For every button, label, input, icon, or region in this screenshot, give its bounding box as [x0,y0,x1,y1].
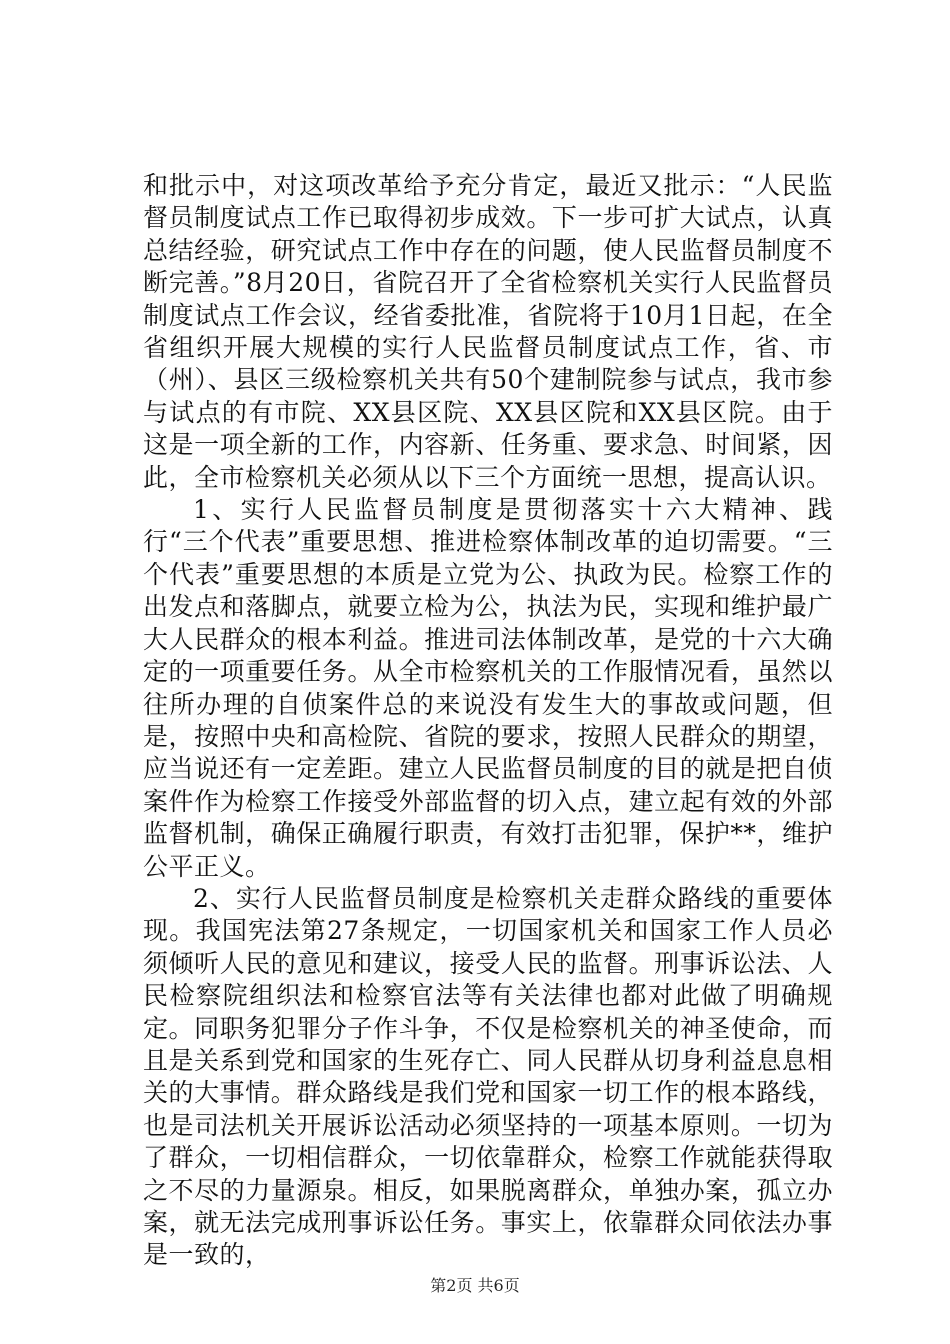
document-body [143,170,833,1272]
page-number-footer: 第2页 共6页 [430,1276,520,1295]
paragraph-point-1: 1、实行人民监督员制度是贯彻落实十六大精神、践行“三个代表”重要思想、推进检察体制改革的迫切需要。“三个代表”重要思想的本质是立党为公、执政为民。检察工作的出发点和落脚点，就要立检为公，执法为民，实现和维护最广大人民群众的根本利益。推进司法体制改革，是党的十六大确定的一项重要任务。从全市检察机关的工作服情况看，虽然以往所办理的自侦案件总的来说没有发生大的事故或问题，但是，按照中央和高检院、省院的要求，按照人民群众的期望，应当说还有一定差距。建立人民监督员制度的目的就是把自侦案件作为检察工作接受外部监督的切入点，建立起有效的外部监督机制，确保正确履行职责，有效打击犯罪，保护**，维护公平正义。 [143,495,833,881]
paragraph-point-2: 2、实行人民监督员制度是检察机关走群众路线的重要体现。我国宪法第27条规定，一切国家机关和国家工作人员必须倾听人民的意见和建议，接受人民的监督。刑事诉讼法、人民检察院组织法和检察官法等有关法律也都对此做了明确规定。同职务犯罪分子作斗争，不仅是检察机关的神圣使命，而且是关系到党和国家的生死存亡、同人民群从切身利益息息相关的大事情。群众路线是我们党和国家一切工作的根本路线，也是司法机关开展诉讼活动必须坚持的一项基本原则。一切为了群众，一切相信群众，一切依靠群众，检察工作就能获得取之不尽的力量源泉。相反，如果脱离群众，单独办案，孤立办案，就无法完成刑事诉讼任务。事实上，依靠群众同依法办事是一致的， [143,883,833,1270]
paragraph-continuation: 和批示中，对这项改革给予充分肯定，最近又批示：“人民监督员制度试点工作已取得初步成效。下一步可扩大试点，认真总结经验，研究试点工作中存在的问题，使人民监督员制度不断完善。”8月20日，省院召开了全省检察机关实行人民监督员制度试点工作会议，经省委批准，省院将于10月1日起，在全省组织开展大规模的实行人民监督员制度试点工作，省、市（州）、县区三级检察机关共有50个建制院参与试点，我市参与试点的有市院、XX县区院、XX县区院和XX县区院。由于这是一项全新的工作，内容新、任务重、要求急、时间紧，因此，全市检察机关必须从以下三个方面统一思想，提高认识。 [143,171,833,492]
